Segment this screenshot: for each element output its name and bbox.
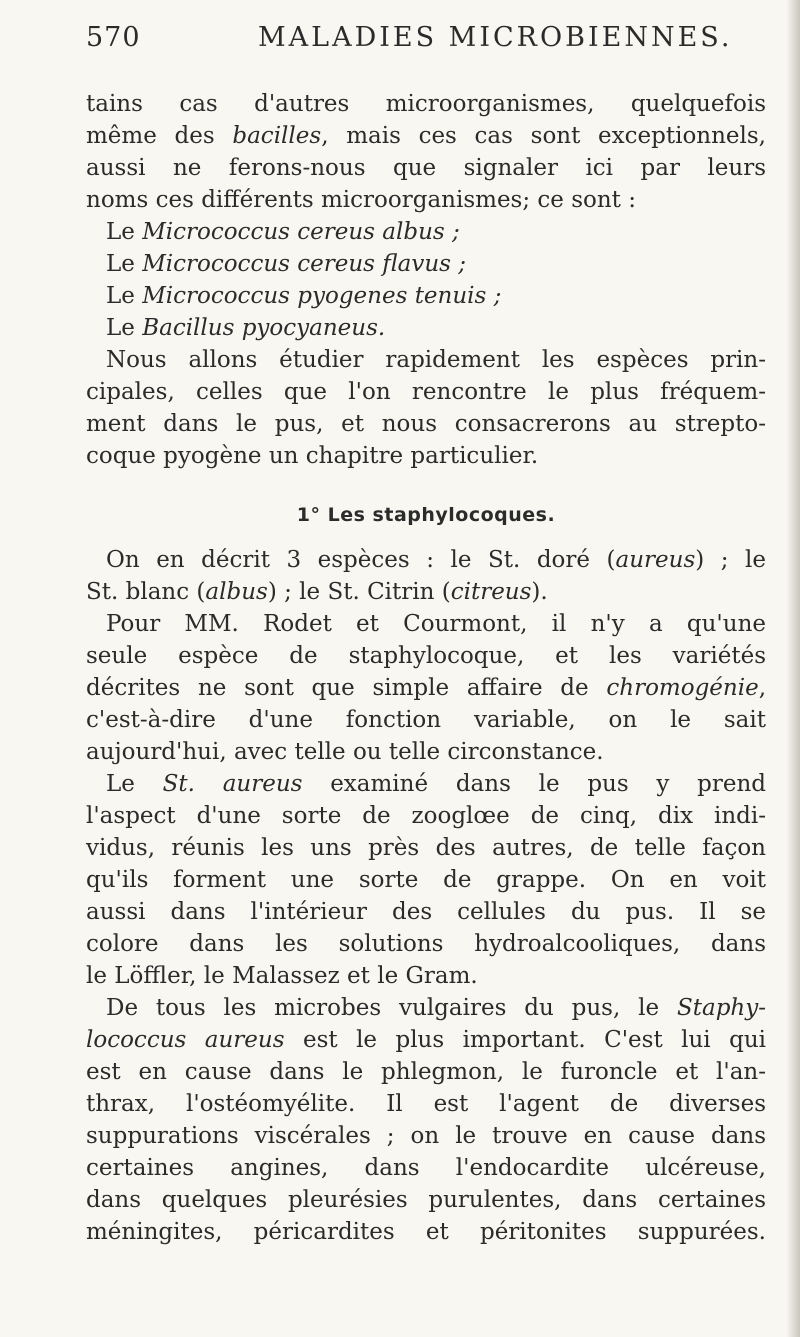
text-line: tains cas d'autres microorganismes, quelquefois	[86, 91, 766, 117]
text-line: décrites ne sont que simple affaire de chromogénie,	[86, 675, 766, 701]
text-line: seule espèce de staphylocoque, et les variétés	[86, 643, 766, 669]
text-line: aussi ne ferons-nous que signaler ici par leurs	[86, 155, 766, 181]
text-line: aussi dans l'intérieur des cellules du pus. Il se	[86, 899, 766, 925]
text-line: est en cause dans le phlegmon, le furoncle et l'an-	[86, 1059, 766, 1085]
text-line: méningites, péricardites et péritonites suppurées.	[86, 1219, 766, 1245]
organism-list-item: Le Micrococcus cereus albus ;	[106, 219, 460, 245]
text-line: lococcus aureus est le plus important. C'est lui qui	[86, 1027, 767, 1053]
text-line: thrax, l'ostéomyélite. Il est l'agent de diverses	[86, 1091, 766, 1117]
text-line: noms ces différents microorganismes; ce sont :	[86, 187, 636, 213]
text-line: aujourd'hui, avec telle ou telle circonstance.	[86, 739, 604, 765]
page-edge-shadow	[786, 0, 800, 1337]
text-line: St. blanc (albus) ; le St. Citrin (citreus).	[86, 579, 548, 605]
organism-list-item: Le Bacillus pyocyaneus.	[106, 315, 386, 341]
text-line: ment dans le pus, et nous consacrerons au strepto-	[86, 411, 766, 437]
text-line: coque pyogène un chapitre particulier.	[86, 443, 539, 469]
page-number: 570	[86, 22, 141, 53]
text-line: dans quelques pleurésies purulentes, dans certaines	[86, 1187, 766, 1213]
text-line: c'est-à-dire d'une fonction variable, on le sait	[86, 707, 766, 733]
text-line: colore dans les solutions hydroalcooliques, dans	[86, 931, 766, 957]
text-line: Nous allons étudier rapidement les espèces prin-	[106, 347, 766, 373]
running-head	[86, 22, 766, 62]
running-title: MALADIES MICROBIENNES.	[258, 22, 733, 53]
text-line: Le St. aureus examiné dans le pus y prend	[106, 771, 767, 797]
text-line: même des bacilles, mais ces cas sont exceptionnels,	[86, 123, 766, 149]
text-line: l'aspect d'une sorte de zooglœe de cinq, dix indi-	[86, 803, 766, 829]
text-line: cipales, celles que l'on rencontre le plus fréquem-	[86, 379, 766, 405]
text-line: le Löffler, le Malassez et le Gram.	[86, 963, 478, 989]
text-line: De tous les microbes vulgaires du pus, le Staphy-	[106, 995, 766, 1021]
text-line: suppurations viscérales ; on le trouve en cause dans	[86, 1123, 766, 1149]
text-line: vidus, réunis les uns près des autres, de telle façon	[86, 835, 766, 861]
section-heading: 1° Les staphylocoques.	[296, 504, 556, 526]
text-line: On en décrit 3 espèces : le St. doré (aureus) ; le	[106, 547, 766, 573]
text-line: certaines angines, dans l'endocardite ulcéreuse,	[86, 1155, 766, 1181]
organism-list-item: Le Micrococcus cereus flavus ;	[106, 251, 466, 277]
text-line: Pour MM. Rodet et Courmont, il n'y a qu'une	[106, 611, 766, 637]
organism-list-item: Le Micrococcus pyogenes tenuis ;	[106, 283, 502, 309]
text-line: qu'ils forment une sorte de grappe. On en voit	[86, 867, 766, 893]
